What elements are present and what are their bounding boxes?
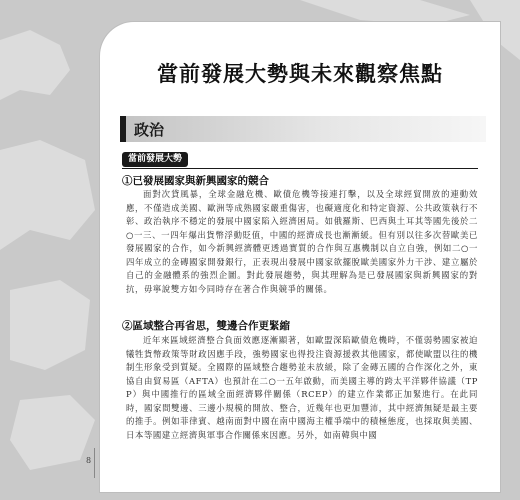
section-header <box>120 116 486 142</box>
page-number: 8 <box>86 456 92 465</box>
item-1-heading: ①已發展國家與新興國家的競合 <box>122 175 269 187</box>
page-title: 當前發展大勢與未來觀察焦點 <box>157 61 443 86</box>
section-title: 政治 <box>134 121 165 139</box>
badge-underline <box>122 168 478 169</box>
item-2-body: 近年來區域經濟整合負面效應逐漸顯著，如歐盟深陷歐債危機時，不僅弱勢國家被迫犧牲貨幣政策等財政因應手段，強勢國家也得投注資源援救其他國家，都使歐盟以往的機制生形象受到質疑。全國際的區域整合趨勢並未放緩，除了金磚五國的合作深化之外，東協自由貿易區（AFTA）也預計在二○一五年啟動，而美國主導的跨太平洋夥伴協議（TPP）與中國推行的區域全面經濟夥伴關係（RCEP）的建立作業都正加緊進行。在此同時，國家間雙邊、三邊小規模的開放、整合，近幾年也更加豐沛，其中經濟無疑是最主要的推手。例如菲律賓、越南面對中國在南中國海主權爭端中的積極態度，也採取與美國、日本等國建立經濟與軍事合作關係來因應。另外，如南韓與中國 <box>126 335 478 440</box>
item-2-heading: ②區域整合再省思，雙邊合作更緊縮 <box>122 320 290 332</box>
trend-badge: 當前發展大勢 <box>122 152 188 167</box>
document-page <box>100 22 500 492</box>
margin-rule <box>94 448 95 478</box>
item-1-body: 面對次貸風暴，全球金融危機、歐債危機等接連打擊，以及全球經貿開放的連動效應，不僅造成美國、歐洲等成熟國家嚴重傷害，也礙適度化和特定資源、公共政策執行不彰、政治執序不穩定的發展中國家陷入經濟困局。如俄羅斯、巴西與土耳其等國先後於二○一三、一四年爆出貨幣浮動貶值，中國的經濟成長也漸漸緩。但有別以往多次替歐美已發展國家的合作，如今新興經濟體更透過實質的合作與互惠機制以自立自強，例如二○一四年成立的金磚國家開發銀行，正表現出發展中國家欲擺脫歐美國家外力干涉、建立屬於自己的金融體系的強烈企圖。對此發展趨勢，與其理解為是已發展國家與新興國家的對抗，毋寧說雙方如今同時存在著合作與競爭的關係。 <box>126 189 478 294</box>
